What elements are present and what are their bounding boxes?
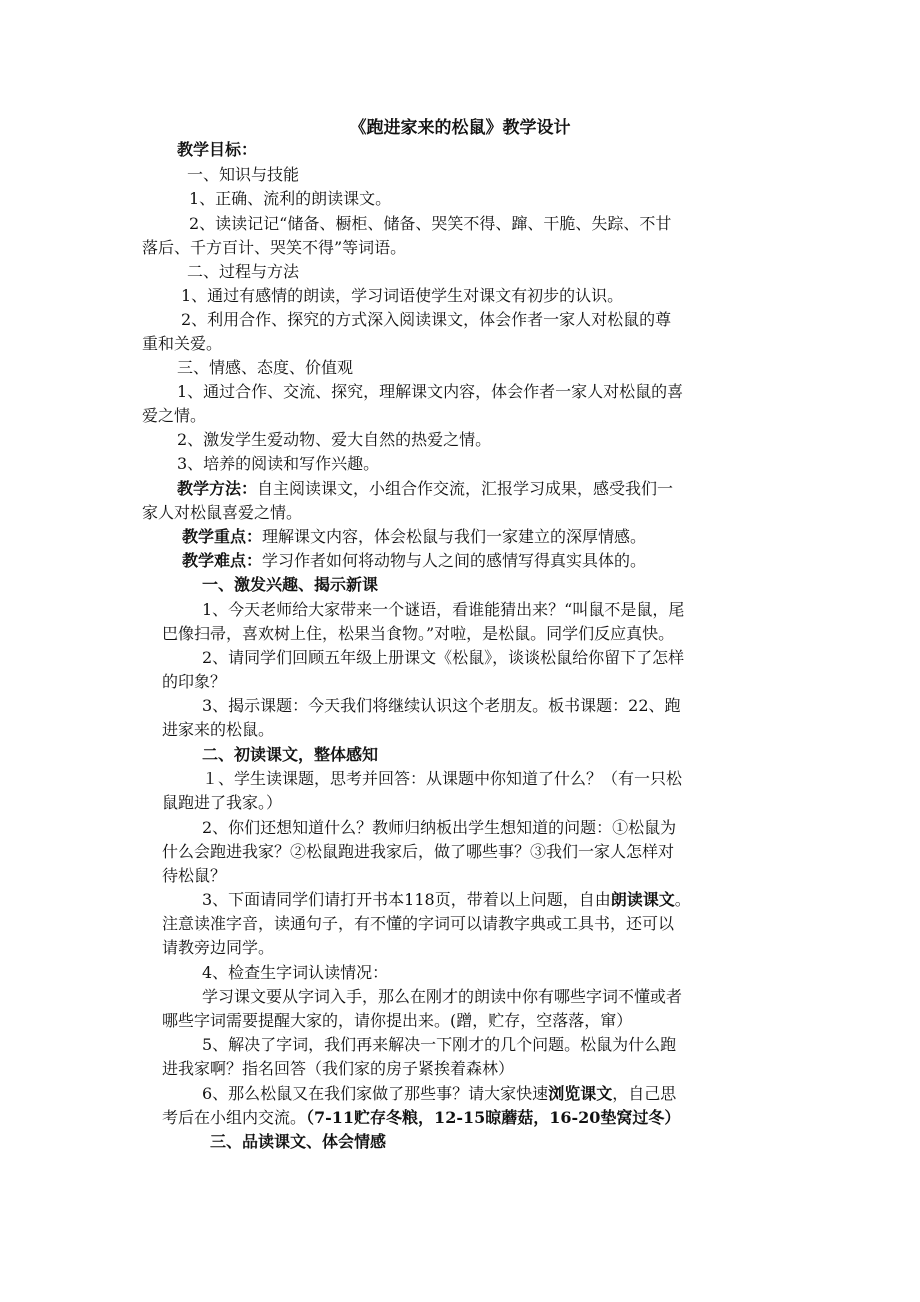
document-line (177, 428, 491, 452)
text-run: 2、你们还想知道什么？教师归纳板出学生想知道的问题：①松鼠为 (202, 818, 677, 837)
bold-text-run: 二、初读课文，整体感知 (202, 745, 379, 764)
document-line (162, 670, 226, 694)
document-title: 《跑进家来的松鼠》教学设计 (349, 118, 571, 138)
bold-text-run: 教学重点： (182, 527, 263, 546)
document-line (177, 356, 353, 380)
text-run: 一、知识与技能 (187, 165, 300, 184)
document-line (162, 791, 282, 815)
text-run: 什么会跑进我家？②松鼠跑进我家后，做了哪些事？③我们一家人怎样对 (162, 842, 675, 861)
text-run: 的印象？ (162, 672, 227, 691)
bold-text-run: 教学难点： (182, 551, 263, 570)
text-run: 2、激发学生爱动物、爱大自然的热爱之情。 (177, 430, 492, 449)
bold-text-run: 浏览课文 (548, 1084, 613, 1103)
text-run: 待松鼠？ (162, 866, 227, 885)
text-run: 学习课文要从字词入手，那么在刚才的朗读中你有哪些字词不懂或者 (202, 987, 683, 1006)
document-line (202, 743, 378, 767)
document-line (177, 477, 673, 501)
document-line (162, 912, 674, 936)
document-line (202, 888, 691, 912)
document-line (202, 1082, 676, 1106)
document-line (202, 598, 684, 622)
bold-text-run: （7-11贮存冬粮，12-15晾蘑菇，16-20垫窝过冬） (306, 1108, 681, 1127)
document-line (181, 284, 623, 308)
text-run: 2、利用合作、探究的方式深入阅读课文，体会作者一家人对松鼠的尊 (181, 310, 672, 329)
document-line (142, 236, 406, 260)
document-line (202, 1033, 676, 1057)
text-run: 注意读准字音，读通句子，有不懂的字词可以请教字典或工具书，还可以 (162, 914, 675, 933)
text-run: 理解课文内容，体会松鼠与我们一家建立的深厚情感。 (262, 527, 647, 546)
text-run: 鼠跑进了我家。） (162, 793, 283, 812)
document-line (162, 864, 226, 888)
text-run: ，自己思 (612, 1084, 677, 1103)
text-run: 1、正确、流利的朗读课文。 (189, 189, 392, 208)
document-line (202, 816, 676, 840)
text-run: 进家来的松鼠。 (162, 720, 275, 739)
text-run: 1、通过合作、交流、探究，理解课文内容，体会作者一家人对松鼠的喜 (177, 382, 684, 401)
document-line (162, 840, 674, 864)
document-line (162, 1009, 632, 1033)
document-line (181, 308, 671, 332)
text-run: 4、检查生字词认读情况： (202, 963, 389, 982)
text-run: 三、情感、态度、价值观 (177, 358, 354, 377)
document-line (189, 187, 391, 211)
bold-text-run: 三、品读课文、体会情感 (210, 1132, 387, 1151)
document-line (202, 961, 388, 985)
document-line (162, 1106, 680, 1130)
text-run: 考后在小组内交流。 (162, 1108, 307, 1127)
document-line (182, 549, 646, 573)
text-run: 二、过程与方法 (187, 262, 300, 281)
text-run: 爱之情。 (142, 406, 207, 425)
text-run: 3、培养的阅读和写作兴趣。 (177, 454, 380, 473)
text-run: 6、那么松鼠又在我们家做了那些事？请大家快速 (202, 1084, 549, 1103)
text-run: 哪些字词需要提醒大家的，请你提出来。(蹭，贮存，空落落，窜） (162, 1011, 633, 1030)
document-line (182, 525, 646, 549)
text-run: 巴像扫帚，喜欢树上住，松果当食物。”对啦，是松鼠。同学们反应真快。 (162, 624, 675, 643)
text-run: 。 (674, 890, 691, 909)
document-line (187, 260, 299, 284)
document-line (202, 573, 378, 597)
document-line (177, 380, 683, 404)
bold-text-run: 教学方法： (177, 479, 258, 498)
text-run: 2、请同学们回顾五年级上册课文《松鼠》，谈谈松鼠给你留下了怎样 (202, 648, 685, 667)
text-run: 1、今天老师给大家带来一个谜语，看谁能猜出来？“叫鼠不是鼠，尾 (202, 600, 685, 619)
text-run: 3、揭示课题：今天我们将继续认识这个老朋友。板书课题：22、跑 (202, 696, 681, 715)
document-line (210, 1130, 386, 1154)
text-run: 落后、千方百计、哭笑不得”等词语。 (142, 238, 407, 257)
document-line (142, 332, 222, 356)
document-line (142, 404, 206, 428)
bold-text-run: 一、激发兴趣、揭示新课 (202, 575, 379, 594)
text-run: 请教旁边同学。 (162, 938, 275, 957)
text-run: 5、解决了字词，我们再来解决一下刚才的几个问题。松鼠为什么跑 (202, 1035, 677, 1054)
document-line (142, 501, 302, 525)
text-run: 1、通过有感情的朗读，学习词语使学生对课文有初步的认识。 (181, 286, 624, 305)
document-line (189, 212, 671, 236)
text-run: 3、下面请同学们请打开书本118页，带着以上问题，自由 (202, 890, 611, 909)
document-line (162, 622, 674, 646)
document-line (162, 1057, 514, 1081)
document-line (177, 138, 257, 162)
text-run: 重和关爱。 (142, 334, 223, 353)
document-line (202, 694, 681, 718)
document-line (202, 646, 684, 670)
document-line (177, 452, 379, 476)
text-run: 家人对松鼠喜爱之情。 (142, 503, 303, 522)
text-run: 学习作者如何将动物与人之间的感情写得真实具体的。 (262, 551, 647, 570)
document-line (202, 985, 682, 1009)
document-line (162, 936, 274, 960)
document-line (202, 767, 682, 791)
document-line (187, 163, 299, 187)
bold-text-run: 朗读课文 (610, 890, 675, 909)
bold-text-run: 教学目标： (177, 140, 258, 159)
text-run: １、学生读课题，思考并回答：从课题中你知道了什么？（有一只松 (202, 769, 683, 788)
text-run: 自主阅读课文，小组合作交流，汇报学习成果，感受我们一 (257, 479, 674, 498)
text-run: 进我家啊？指名回答（我们家的房子紧挨着森林） (162, 1059, 515, 1078)
text-run: 2、读读记记“储备、橱柜、储备、哭笑不得、蹿、干脆、失踪、不甘 (189, 214, 672, 233)
document-line (162, 718, 274, 742)
